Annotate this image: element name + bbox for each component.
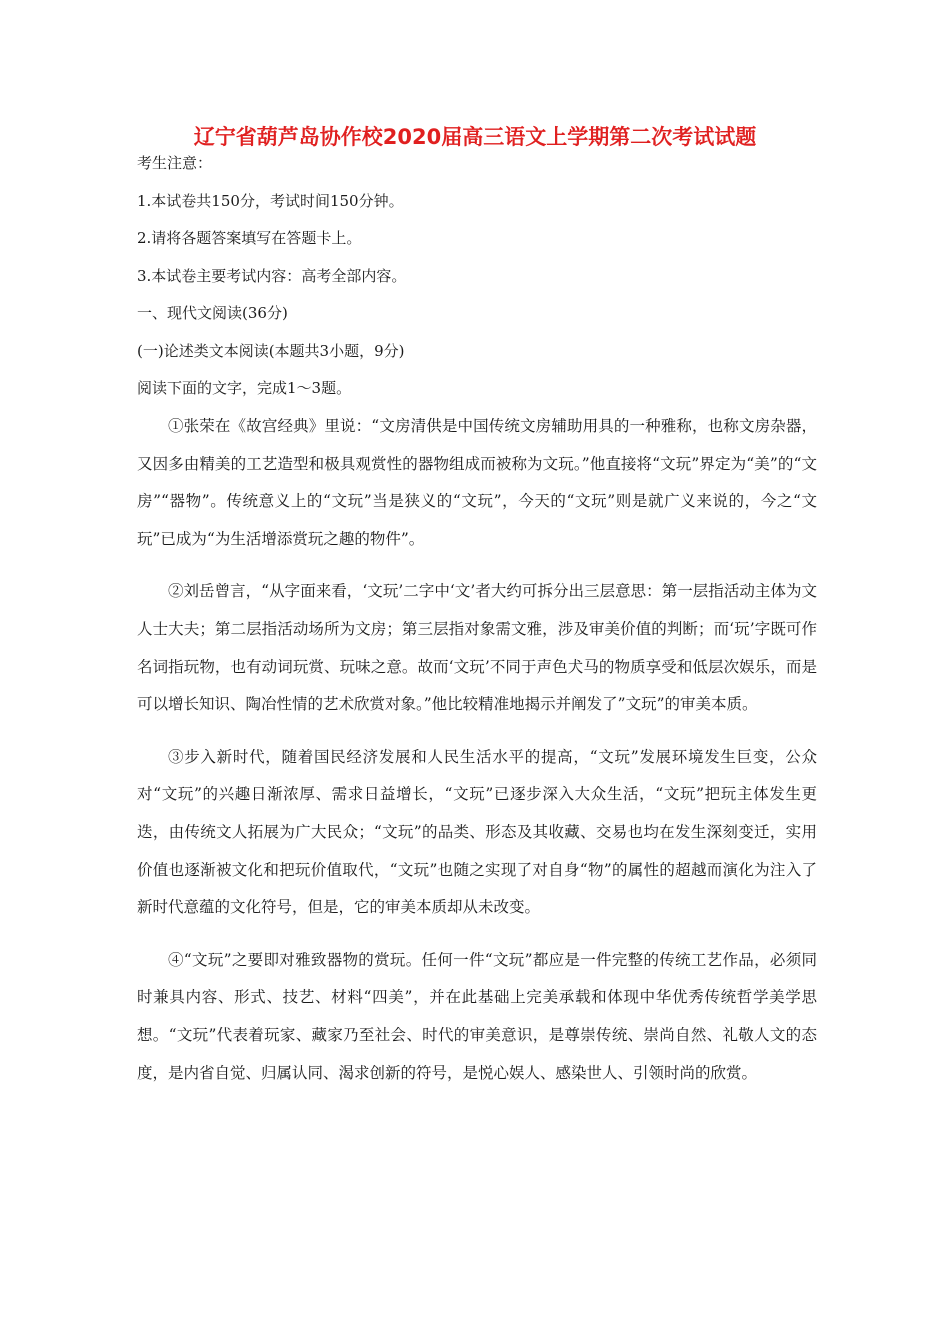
passage-paragraph-4: ④“文玩”之要即对雅致器物的赏玩。任何一件“文玩”都应是一件完整的传统工艺作品，必须同时兼具内容、形式、技艺、材料“四美”，并在此基础上完美承载和体现中华优秀传统哲学美学思想。“文玩”代表着玩家、藏家乃至社会、时代的审美意识，是尊崇传统、崇尚自然、礼敬人文的态度，是内省自觉、归属认同、渴求创新的符号，是悦心娱人、感染世人、引领时尚的欣赏。	[137, 950, 817, 1082]
notice-heading: 考生注意：	[137, 154, 213, 172]
passage-paragraph-2: ②刘岳曾言，“从字面来看，‘文玩’二字中‘文’者大约可拆分出三层意思：第一层指活动主体为文人士大夫；第二层指活动场所为文房；第三层指对象需文雅，涉及审美价值的判断；而‘玩’字既可作名词指玩物，也有动词玩赏、玩味之意。故而‘文玩’不同于声色犬马的物质享受和低层次娱乐，而是可以增长知识、陶冶性情的艺术欣赏对象。”他比较精准地揭示并阐发了”文玩”的审美本质。	[137, 582, 817, 714]
passage-paragraph-1: ①张荣在《故宫经典》里说：“文房清供是中国传统文房辅助用具的一种雅称，也称文房杂器，又因多由精美的工艺造型和极具观赏性的器物组成而被称为文玩。”他直接将“文玩”界定为“美”的“文房”“器物”。传统意义上的“文玩”当是狭义的“文玩”，今天的“文玩”则是就广义来说的，今之“文玩”已成为“为生活增添赏玩之趣的物件”。	[137, 417, 817, 548]
notice-item-2: 2.请将各题答案填写在答题卡上。	[137, 229, 362, 247]
section-subheading: (一)论述类文本阅读(本题共3小题，9分)	[137, 341, 405, 360]
document-body	[137, 152, 817, 1107]
section-heading: 一、现代文阅读(36分)	[137, 304, 288, 322]
passage-paragraph-3: ③步入新时代，随着国民经济发展和人民生活水平的提高，“文玩”发展环境发生巨变，公众对“文玩”的兴趣日渐浓厚、需求日益增长，“文玩”已逐步深入大众生活，“文玩”把玩主体发生更迭，由传统文人拓展为广大民众；“文玩”的品类、形态及其收藏、交易也均在发生深刻变迁，实用价值也逐渐被文化和把玩价值取代，“文玩”也随之实现了对自身“物”的属性的超越而演化为注入了新时代意蕴的文化符号，但是，它的审美本质却从未改变。	[137, 747, 817, 917]
notice-item-1: 1.本试卷共150分，考试时间150分钟。	[137, 191, 404, 210]
document-title: 辽宁省葫芦岛协作校2020届高三语文上学期第二次考试试题	[193, 125, 757, 149]
section-instruction: 阅读下面的文字，完成1～3题。	[137, 379, 352, 397]
notice-item-3: 3.本试卷主要考试内容：高考全部内容。	[137, 266, 407, 285]
